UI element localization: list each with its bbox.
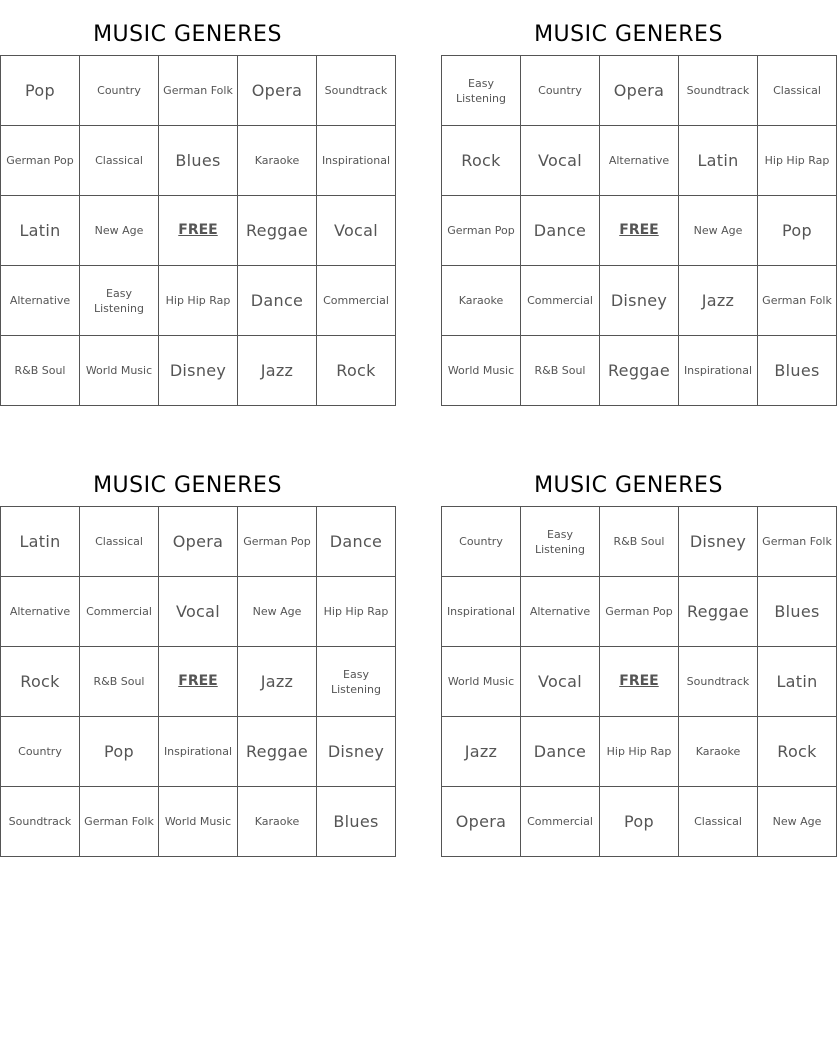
free-space: FREE (159, 647, 238, 717)
grid-cell: Classical (80, 126, 159, 196)
grid-row (442, 577, 837, 647)
grid-row (1, 577, 396, 647)
grid-row (1, 266, 396, 336)
grid-row (442, 336, 837, 406)
grid-cell: R&B Soul (1, 336, 80, 406)
grid-cell: Classical (679, 787, 758, 857)
free-space: FREE (159, 196, 238, 266)
grid-cell: Reggae (600, 336, 679, 406)
grid-cell: Rock (442, 126, 521, 196)
grid-cell: Karaoke (238, 787, 317, 857)
grid-cell: Pop (758, 196, 837, 266)
grid-cell: Classical (758, 56, 837, 126)
grid-cell: Dance (238, 266, 317, 336)
grid-cell: Opera (238, 56, 317, 126)
grid-row (442, 266, 837, 336)
grid-cell: Dance (521, 196, 600, 266)
grid-cell: Karaoke (679, 717, 758, 787)
grid-cell: Latin (1, 196, 80, 266)
grid-cell: German Pop (1, 126, 80, 196)
grid-cell: Reggae (679, 577, 758, 647)
bingo-grid (0, 506, 396, 857)
free-space: FREE (600, 196, 679, 266)
card-title: MUSIC GENERES (93, 22, 282, 47)
grid-cell: Alternative (600, 126, 679, 196)
grid-cell: Alternative (1, 266, 80, 336)
grid-cell: Vocal (521, 126, 600, 196)
card-title: MUSIC GENERES (93, 473, 282, 498)
grid-cell: Pop (1, 56, 80, 126)
grid-cell: Commercial (317, 266, 396, 336)
grid-cell: Commercial (521, 787, 600, 857)
grid-row (1, 56, 396, 126)
grid-cell: World Music (80, 336, 159, 406)
grid-cell: Vocal (159, 577, 238, 647)
grid-cell: Rock (1, 647, 80, 717)
grid-cell: Hip Hip Rap (317, 577, 396, 647)
grid-cell: Country (80, 56, 159, 126)
grid-cell: Blues (758, 577, 837, 647)
grid-cell: Rock (758, 717, 837, 787)
grid-cell: Disney (679, 507, 758, 577)
grid-row (442, 717, 837, 787)
grid-cell: Soundtrack (1, 787, 80, 857)
bingo-card-2 (441, 22, 832, 406)
grid-cell: Jazz (442, 717, 521, 787)
grid-cell: Pop (600, 787, 679, 857)
grid-cell: Country (442, 507, 521, 577)
grid-cell: Easy Listening (442, 56, 521, 126)
grid-cell: Easy Listening (317, 647, 396, 717)
grid-cell: German Folk (159, 56, 238, 126)
grid-cell: World Music (442, 647, 521, 717)
grid-cell: Inspirational (679, 336, 758, 406)
grid-cell: Inspirational (317, 126, 396, 196)
grid-cell: Hip Hip Rap (159, 266, 238, 336)
grid-row (1, 507, 396, 577)
grid-cell: Reggae (238, 717, 317, 787)
grid-cell: Classical (80, 507, 159, 577)
grid-cell: Jazz (238, 647, 317, 717)
grid-row (442, 126, 837, 196)
card-title: MUSIC GENERES (534, 22, 723, 47)
grid-cell: Country (1, 717, 80, 787)
free-space: FREE (600, 647, 679, 717)
grid-cell: Commercial (80, 577, 159, 647)
grid-cell: Opera (600, 56, 679, 126)
grid-cell: New Age (80, 196, 159, 266)
grid-row (1, 717, 396, 787)
grid-cell: Easy Listening (80, 266, 159, 336)
bingo-grid (441, 506, 837, 857)
grid-row (1, 126, 396, 196)
grid-cell: Inspirational (442, 577, 521, 647)
grid-cell: Vocal (317, 196, 396, 266)
grid-cell: Disney (600, 266, 679, 336)
grid-cell: Hip Hip Rap (600, 717, 679, 787)
grid-cell: Soundtrack (679, 647, 758, 717)
grid-row (442, 787, 837, 857)
grid-cell: Jazz (679, 266, 758, 336)
bingo-grid (441, 55, 837, 406)
grid-cell: Opera (159, 507, 238, 577)
grid-cell: New Age (679, 196, 758, 266)
grid-row (1, 196, 396, 266)
bingo-card-4 (441, 473, 832, 857)
grid-cell: New Age (238, 577, 317, 647)
bingo-card-1 (0, 22, 391, 406)
grid-cell: Country (521, 56, 600, 126)
bingo-card-3 (0, 473, 389, 857)
grid-cell: German Pop (442, 196, 521, 266)
grid-row (1, 647, 396, 717)
grid-cell: Blues (758, 336, 837, 406)
grid-cell: Disney (159, 336, 238, 406)
grid-row (1, 787, 396, 857)
grid-cell: Karaoke (238, 126, 317, 196)
grid-cell: German Folk (80, 787, 159, 857)
grid-cell: Latin (1, 507, 80, 577)
grid-cell: Latin (679, 126, 758, 196)
grid-cell: Vocal (521, 647, 600, 717)
grid-cell: Hip Hip Rap (758, 126, 837, 196)
grid-cell: R&B Soul (80, 647, 159, 717)
grid-cell: Jazz (238, 336, 317, 406)
grid-cell: Commercial (521, 266, 600, 336)
grid-row (442, 507, 837, 577)
grid-cell: Soundtrack (679, 56, 758, 126)
grid-cell: Opera (442, 787, 521, 857)
grid-row (1, 336, 396, 406)
grid-row (442, 647, 837, 717)
grid-cell: Blues (159, 126, 238, 196)
grid-cell: Karaoke (442, 266, 521, 336)
grid-cell: Alternative (1, 577, 80, 647)
grid-cell: R&B Soul (521, 336, 600, 406)
grid-cell: Dance (521, 717, 600, 787)
grid-cell: Rock (317, 336, 396, 406)
grid-cell: New Age (758, 787, 837, 857)
grid-cell: Pop (80, 717, 159, 787)
grid-cell: Inspirational (159, 717, 238, 787)
grid-cell: Latin (758, 647, 837, 717)
grid-cell: Dance (317, 507, 396, 577)
grid-cell: Easy Listening (521, 507, 600, 577)
grid-cell: German Pop (600, 577, 679, 647)
grid-cell: German Folk (758, 507, 837, 577)
card-title: MUSIC GENERES (534, 473, 723, 498)
grid-cell: Alternative (521, 577, 600, 647)
bingo-grid (0, 55, 396, 406)
grid-cell: Disney (317, 717, 396, 787)
grid-cell: Soundtrack (317, 56, 396, 126)
grid-cell: German Folk (758, 266, 837, 336)
grid-row (442, 56, 837, 126)
grid-cell: German Pop (238, 507, 317, 577)
grid-cell: Reggae (238, 196, 317, 266)
grid-cell: R&B Soul (600, 507, 679, 577)
grid-row (442, 196, 837, 266)
grid-cell: World Music (442, 336, 521, 406)
grid-cell: World Music (159, 787, 238, 857)
grid-cell: Blues (317, 787, 396, 857)
